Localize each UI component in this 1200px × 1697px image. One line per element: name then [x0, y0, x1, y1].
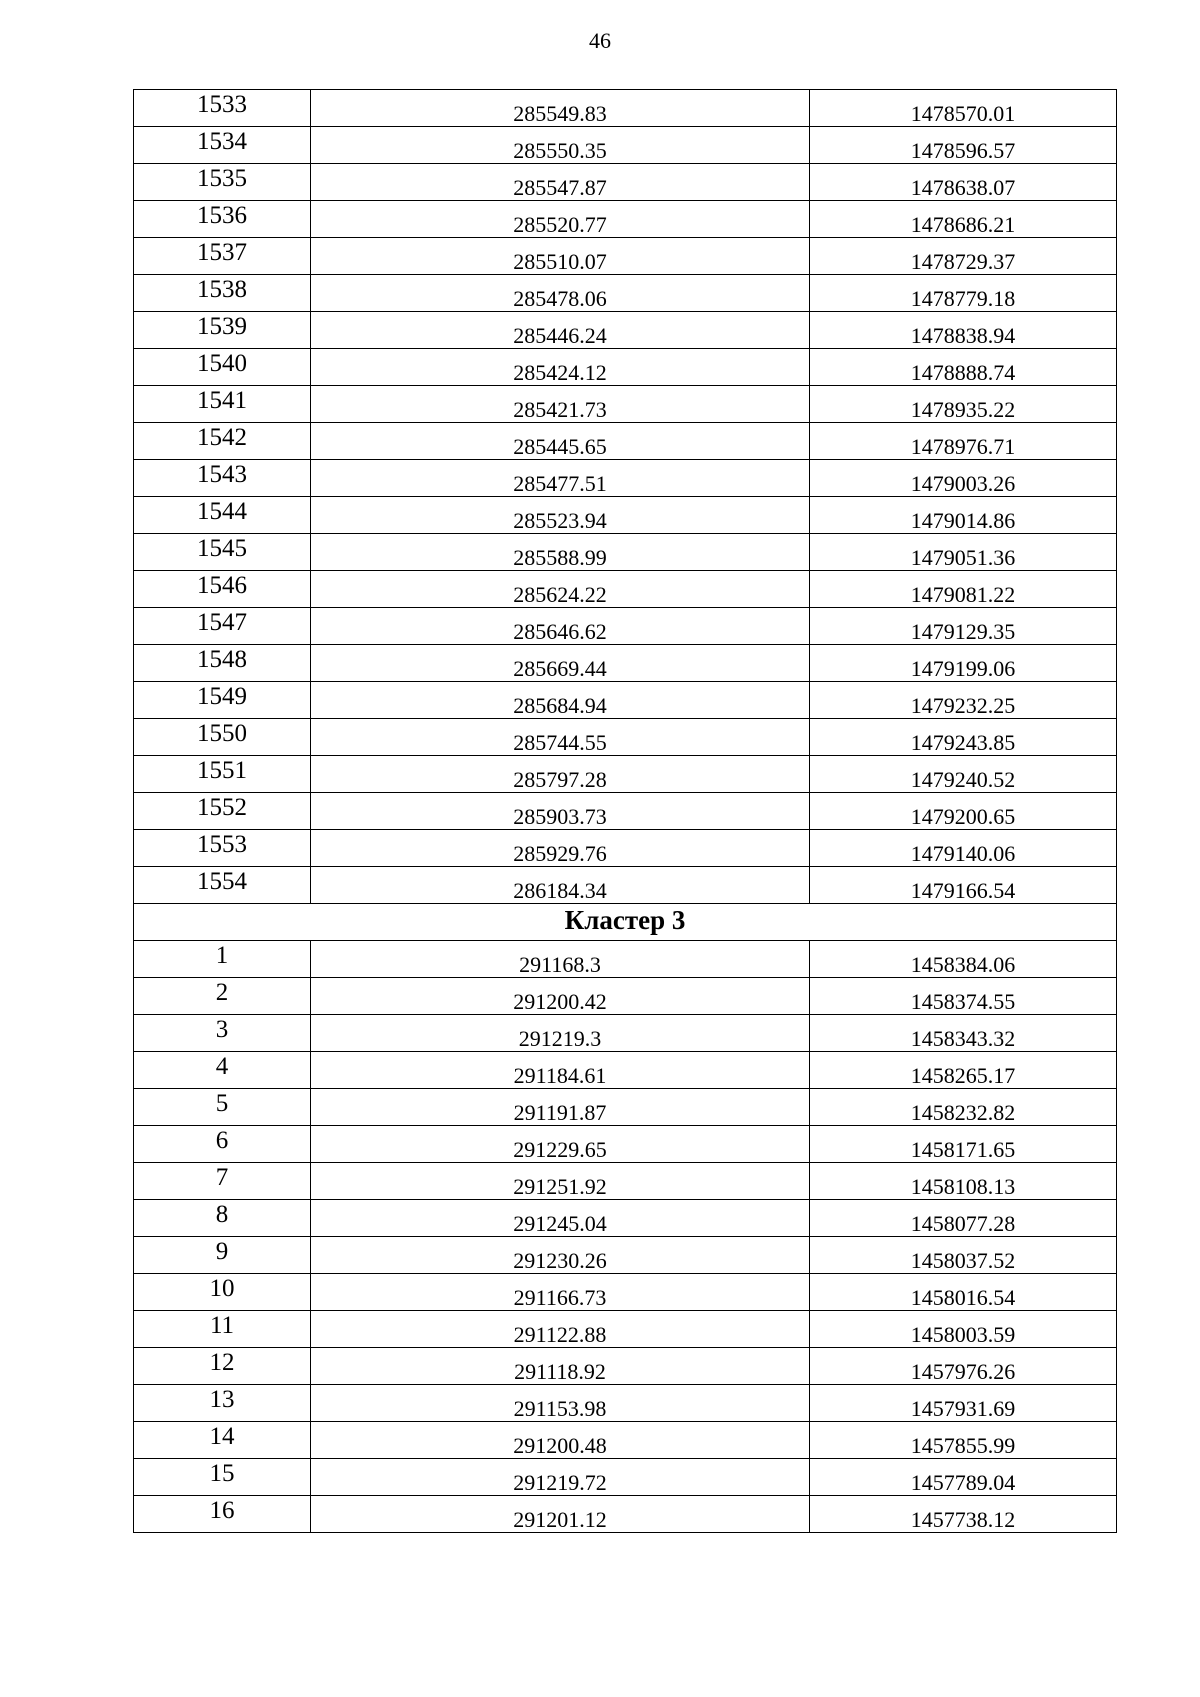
table-row [134, 1126, 1117, 1163]
table-row [134, 867, 1117, 904]
table-row [134, 312, 1117, 349]
table-row [134, 793, 1117, 830]
point-number-cell: 1552 [134, 793, 311, 830]
y-coordinate-cell: 1458374.55 [810, 978, 1117, 1015]
point-number-cell: 1 [134, 941, 311, 978]
point-number-cell: 1536 [134, 201, 311, 238]
y-coordinate-cell: 1458343.32 [810, 1015, 1117, 1052]
table-row [134, 719, 1117, 756]
table-row [134, 423, 1117, 460]
point-number-cell: 1549 [134, 682, 311, 719]
table-row [134, 571, 1117, 608]
point-number-cell: 1554 [134, 867, 311, 904]
x-coordinate-cell: 291230.26 [311, 1237, 810, 1274]
y-coordinate-cell: 1478686.21 [810, 201, 1117, 238]
point-number-cell: 13 [134, 1385, 311, 1422]
table-row [134, 608, 1117, 645]
x-coordinate-cell: 285520.77 [311, 201, 810, 238]
y-coordinate-cell: 1479003.26 [810, 460, 1117, 497]
point-number-cell: 1535 [134, 164, 311, 201]
x-coordinate-cell: 285421.73 [311, 386, 810, 423]
point-number-cell: 7 [134, 1163, 311, 1200]
table-row [134, 127, 1117, 164]
table-row [134, 1200, 1117, 1237]
y-coordinate-cell: 1478838.94 [810, 312, 1117, 349]
table-row [134, 275, 1117, 312]
point-number-cell: 1534 [134, 127, 311, 164]
table-row [134, 1348, 1117, 1385]
point-number-cell: 16 [134, 1496, 311, 1533]
x-coordinate-cell: 291122.88 [311, 1311, 810, 1348]
table-row [134, 1052, 1117, 1089]
point-number-cell: 1547 [134, 608, 311, 645]
table-row [134, 534, 1117, 571]
coordinates-table [133, 89, 1117, 1533]
x-coordinate-cell: 285903.73 [311, 793, 810, 830]
y-coordinate-cell: 1458037.52 [810, 1237, 1117, 1274]
point-number-cell: 1551 [134, 756, 311, 793]
x-coordinate-cell: 291201.12 [311, 1496, 810, 1533]
x-coordinate-cell: 291245.04 [311, 1200, 810, 1237]
x-coordinate-cell: 291219.72 [311, 1459, 810, 1496]
point-number-cell: 1537 [134, 238, 311, 275]
cluster-header-row [134, 904, 1117, 941]
table-row [134, 830, 1117, 867]
x-coordinate-cell: 285549.83 [311, 90, 810, 127]
point-number-cell: 11 [134, 1311, 311, 1348]
table-row [134, 1311, 1117, 1348]
point-number-cell: 1543 [134, 460, 311, 497]
y-coordinate-cell: 1478888.74 [810, 349, 1117, 386]
table-row [134, 238, 1117, 275]
x-coordinate-cell: 291118.92 [311, 1348, 810, 1385]
table-row [134, 349, 1117, 386]
y-coordinate-cell: 1479129.35 [810, 608, 1117, 645]
x-coordinate-cell: 285550.35 [311, 127, 810, 164]
y-coordinate-cell: 1479200.65 [810, 793, 1117, 830]
point-number-cell: 14 [134, 1422, 311, 1459]
point-number-cell: 5 [134, 1089, 311, 1126]
point-number-cell: 1540 [134, 349, 311, 386]
table-row [134, 1274, 1117, 1311]
point-number-cell: 1550 [134, 719, 311, 756]
y-coordinate-cell: 1478976.71 [810, 423, 1117, 460]
x-coordinate-cell: 291200.42 [311, 978, 810, 1015]
y-coordinate-cell: 1457738.12 [810, 1496, 1117, 1533]
y-coordinate-cell: 1457855.99 [810, 1422, 1117, 1459]
table-row [134, 682, 1117, 719]
x-coordinate-cell: 291166.73 [311, 1274, 810, 1311]
point-number-cell: 1553 [134, 830, 311, 867]
point-number-cell: 1544 [134, 497, 311, 534]
table-row [134, 941, 1117, 978]
x-coordinate-cell: 285646.62 [311, 608, 810, 645]
y-coordinate-cell: 1478729.37 [810, 238, 1117, 275]
y-coordinate-cell: 1479240.52 [810, 756, 1117, 793]
cluster-title: Кластер 3 [134, 904, 1117, 941]
point-number-cell: 15 [134, 1459, 311, 1496]
y-coordinate-cell: 1478570.01 [810, 90, 1117, 127]
point-number-cell: 1533 [134, 90, 311, 127]
y-coordinate-cell: 1479199.06 [810, 645, 1117, 682]
table-row [134, 1163, 1117, 1200]
table-row [134, 201, 1117, 238]
y-coordinate-cell: 1457789.04 [810, 1459, 1117, 1496]
point-number-cell: 6 [134, 1126, 311, 1163]
x-coordinate-cell: 285797.28 [311, 756, 810, 793]
x-coordinate-cell: 291191.87 [311, 1089, 810, 1126]
x-coordinate-cell: 286184.34 [311, 867, 810, 904]
page-number: 46 [589, 28, 611, 53]
point-number-cell: 1541 [134, 386, 311, 423]
y-coordinate-cell: 1458003.59 [810, 1311, 1117, 1348]
x-coordinate-cell: 285744.55 [311, 719, 810, 756]
x-coordinate-cell: 285424.12 [311, 349, 810, 386]
x-coordinate-cell: 285588.99 [311, 534, 810, 571]
point-number-cell: 3 [134, 1015, 311, 1052]
y-coordinate-cell: 1478779.18 [810, 275, 1117, 312]
x-coordinate-cell: 291153.98 [311, 1385, 810, 1422]
point-number-cell: 9 [134, 1237, 311, 1274]
point-number-cell: 1545 [134, 534, 311, 571]
table-row [134, 1496, 1117, 1533]
x-coordinate-cell: 291251.92 [311, 1163, 810, 1200]
y-coordinate-cell: 1478638.07 [810, 164, 1117, 201]
x-coordinate-cell: 291184.61 [311, 1052, 810, 1089]
table-row [134, 1422, 1117, 1459]
point-number-cell: 2 [134, 978, 311, 1015]
y-coordinate-cell: 1458171.65 [810, 1126, 1117, 1163]
y-coordinate-cell: 1479140.06 [810, 830, 1117, 867]
y-coordinate-cell: 1458384.06 [810, 941, 1117, 978]
y-coordinate-cell: 1479051.36 [810, 534, 1117, 571]
table-row [134, 1015, 1117, 1052]
table-row [134, 1237, 1117, 1274]
x-coordinate-cell: 285478.06 [311, 275, 810, 312]
point-number-cell: 10 [134, 1274, 311, 1311]
y-coordinate-cell: 1458077.28 [810, 1200, 1117, 1237]
x-coordinate-cell: 291200.48 [311, 1422, 810, 1459]
x-coordinate-cell: 291168.3 [311, 941, 810, 978]
table-row [134, 497, 1117, 534]
point-number-cell: 4 [134, 1052, 311, 1089]
y-coordinate-cell: 1479014.86 [810, 497, 1117, 534]
table-row [134, 386, 1117, 423]
x-coordinate-cell: 285929.76 [311, 830, 810, 867]
table-row [134, 1459, 1117, 1496]
x-coordinate-cell: 285477.51 [311, 460, 810, 497]
x-coordinate-cell: 285624.22 [311, 571, 810, 608]
point-number-cell: 12 [134, 1348, 311, 1385]
point-number-cell: 1548 [134, 645, 311, 682]
y-coordinate-cell: 1458016.54 [810, 1274, 1117, 1311]
y-coordinate-cell: 1457976.26 [810, 1348, 1117, 1385]
coordinates-table-body [134, 90, 1117, 1533]
y-coordinate-cell: 1478596.57 [810, 127, 1117, 164]
y-coordinate-cell: 1458265.17 [810, 1052, 1117, 1089]
table-row [134, 460, 1117, 497]
point-number-cell: 1539 [134, 312, 311, 349]
y-coordinate-cell: 1478935.22 [810, 386, 1117, 423]
point-number-cell: 1542 [134, 423, 311, 460]
y-coordinate-cell: 1479166.54 [810, 867, 1117, 904]
x-coordinate-cell: 285523.94 [311, 497, 810, 534]
point-number-cell: 1538 [134, 275, 311, 312]
table-row [134, 645, 1117, 682]
table-row [134, 1385, 1117, 1422]
x-coordinate-cell: 285510.07 [311, 238, 810, 275]
table-row [134, 90, 1117, 127]
point-number-cell: 8 [134, 1200, 311, 1237]
table-row [134, 164, 1117, 201]
x-coordinate-cell: 285446.24 [311, 312, 810, 349]
y-coordinate-cell: 1479081.22 [810, 571, 1117, 608]
table-row [134, 756, 1117, 793]
y-coordinate-cell: 1458108.13 [810, 1163, 1117, 1200]
x-coordinate-cell: 291229.65 [311, 1126, 810, 1163]
table-row [134, 978, 1117, 1015]
table-row [134, 1089, 1117, 1126]
y-coordinate-cell: 1479232.25 [810, 682, 1117, 719]
point-number-cell: 1546 [134, 571, 311, 608]
x-coordinate-cell: 291219.3 [311, 1015, 810, 1052]
y-coordinate-cell: 1457931.69 [810, 1385, 1117, 1422]
y-coordinate-cell: 1458232.82 [810, 1089, 1117, 1126]
x-coordinate-cell: 285445.65 [311, 423, 810, 460]
x-coordinate-cell: 285684.94 [311, 682, 810, 719]
x-coordinate-cell: 285669.44 [311, 645, 810, 682]
x-coordinate-cell: 285547.87 [311, 164, 810, 201]
y-coordinate-cell: 1479243.85 [810, 719, 1117, 756]
